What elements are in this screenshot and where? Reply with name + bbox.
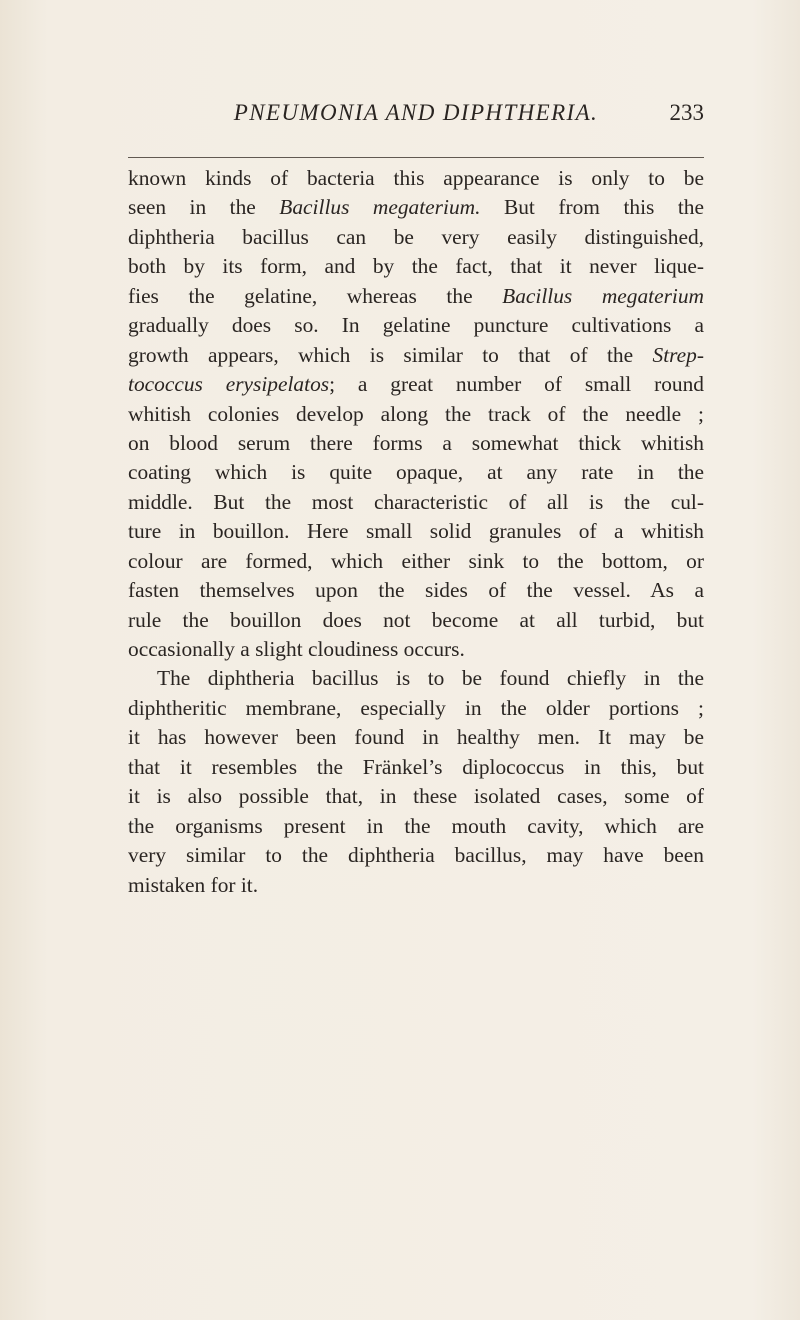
text-line: on blood serum there forms a somewhat thick whitish [128,430,704,455]
running-title: PNEUMONIA AND DIPHTHERIA. [233,100,599,125]
text-line: colour are formed, which either sink to the bottom, or [128,548,704,573]
text-run: ; a great number of small round [329,372,704,397]
text-run: growth appears, which is similar to that of the [128,342,653,367]
text-line [128,370,704,399]
text-line: both by its form, and by the fact, that it never lique- [128,254,704,279]
text-line: fasten themselves upon the sides of the vessel. As a [128,578,704,603]
text-run: fies the gelatine, whereas the [128,283,503,308]
species-name: Strep- [652,342,704,367]
body-text [128,164,704,897]
page-number: 233 [669,100,704,125]
text-line: it is also possible that, in these isolated cases, some of [128,784,704,809]
text-line: diphtheritic membrane, especially in the older portions ; [128,695,704,720]
text-line: whitish colonies develop along the track of the needle ; [128,401,704,426]
text-line: ture in bouillon. Here small solid granules of a whitish [128,519,704,544]
text-line [128,282,704,311]
text-line: rule the bouillon does not become at all turbid, but [128,607,704,632]
paragraph-end-line: occasionally a slight cloudiness occurs. [128,637,465,661]
text-line: it has however been found in healthy men. It may be [128,725,704,750]
text-run: But from this the [480,195,704,220]
text-run: seen in the [128,195,280,220]
text-line: middle. But the most characteristic of all is the cul- [128,489,704,514]
text-line: gradually does so. In gelatine puncture cultivations a [128,313,704,338]
text-line: known kinds of bacteria this appearance is only to be [128,166,704,190]
header-rule [128,157,704,158]
text-line: diphtheria bacillus can be very easily distinguished, [128,224,704,249]
species-name: tococcus erysipelatos [128,372,330,397]
text-line [128,193,704,222]
paragraph-first-line: The diphtheria bacillus is to be found chiefly in the [157,666,704,691]
species-name: Bacillus megaterium [502,283,704,308]
text-line: coating which is quite opaque, at any rate in the [128,460,704,485]
paragraph-end-line: mistaken for it. [128,872,259,897]
species-name: Bacillus megaterium. [279,195,481,220]
text-line [128,341,704,370]
text-line: the organisms present in the mouth cavity, which are [128,813,704,838]
text-line: that it resembles the Fränkel’s diplococcus in this, but [128,754,704,779]
running-head [128,100,704,134]
text-line: very similar to the diphtheria bacillus, may have been [128,843,704,868]
